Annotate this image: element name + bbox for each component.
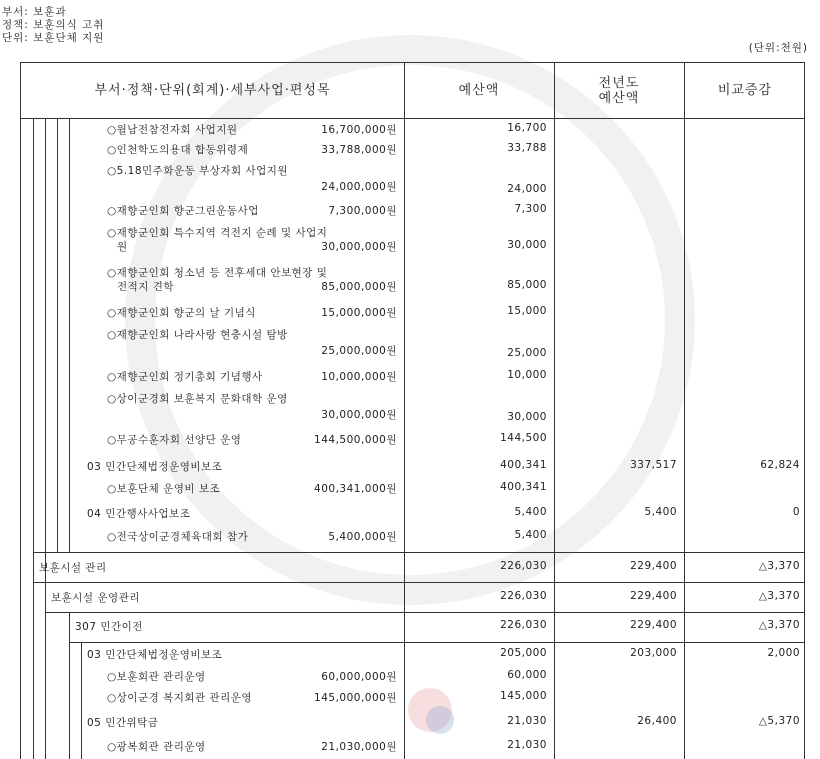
row-amount: 30,000,000원 <box>321 409 397 421</box>
row-budget: 30,000 <box>507 411 547 423</box>
table-row <box>21 142 806 162</box>
row-label: ○무공수훈자회 선양단 운영 <box>107 434 242 446</box>
row-amount: 60,000,000원 <box>321 671 397 683</box>
row-diff: △3,370 <box>758 590 800 602</box>
table-row <box>21 690 806 710</box>
row-amount: 400,341,000원 <box>314 483 397 495</box>
row-separator <box>45 612 804 613</box>
unit-note: (단위:천원) <box>748 42 808 54</box>
row-budget: 400,341 <box>500 459 547 471</box>
table-row <box>21 619 806 639</box>
row-budget: 226,030 <box>500 560 547 572</box>
document-meta <box>2 6 104 45</box>
row-diff: 62,824 <box>760 459 800 471</box>
table-row <box>21 327 806 359</box>
row-diff: △3,370 <box>758 560 800 572</box>
row-amount: 30,000,000원 <box>321 241 397 253</box>
table-row <box>21 122 806 142</box>
row-label-cont: 원 <box>117 241 128 253</box>
table-row <box>21 715 806 735</box>
table-row <box>21 265 806 293</box>
row-label: ○광복회관 관리운영 <box>107 741 206 753</box>
row-diff: △3,370 <box>758 619 800 631</box>
row-budget: 5,400 <box>514 529 547 541</box>
row-label: 307 민간이전 <box>75 621 143 633</box>
header-prev-line1: 전년도 <box>598 75 640 91</box>
row-label: ○재향군인회 특수지역 격전지 순례 및 사업지 <box>107 227 328 239</box>
row-label: ○상이군경회 보훈복지 문화대학 운영 <box>107 393 288 405</box>
policy-line: 정책: 보훈의식 고취 <box>2 19 105 31</box>
row-amount: 145,000,000원 <box>314 692 397 704</box>
row-budget: 85,000 <box>507 279 547 291</box>
row-label: ○재향군인회 나라사랑 현충시설 탐방 <box>107 329 288 341</box>
table-row <box>21 391 806 423</box>
row-budget: 7,300 <box>514 203 547 215</box>
row-amount: 7,300,000원 <box>328 205 397 217</box>
row-amount: 21,030,000원 <box>321 741 397 753</box>
row-budget: 21,030 <box>507 715 547 727</box>
budget-table <box>20 62 805 759</box>
row-amount: 33,788,000원 <box>321 144 397 156</box>
table-row <box>21 432 806 452</box>
row-prev-budget: 229,400 <box>630 560 677 572</box>
row-diff: 2,000 <box>767 647 800 659</box>
row-prev-budget: 5,400 <box>644 506 677 518</box>
row-budget: 33,788 <box>507 142 547 154</box>
dept-line: 부서: 보훈과 <box>2 6 67 18</box>
table-row <box>21 369 806 389</box>
row-label: ○5.18민주화운동 부상자회 사업지원 <box>107 165 289 177</box>
row-budget: 60,000 <box>507 669 547 681</box>
table-row <box>21 669 806 689</box>
row-budget: 5,400 <box>514 506 547 518</box>
row-budget: 21,030 <box>507 739 547 751</box>
row-label: ○보훈회관 관리운영 <box>107 671 206 683</box>
row-label: ○보훈단체 운영비 보조 <box>107 483 221 495</box>
row-budget: 25,000 <box>507 347 547 359</box>
table-row <box>21 225 806 253</box>
table-row <box>21 739 806 759</box>
row-amount: 5,400,000원 <box>328 531 397 543</box>
row-label: 05 민간위탁금 <box>87 717 159 729</box>
table-row <box>21 481 806 501</box>
row-budget: 144,500 <box>500 432 547 444</box>
row-label: ○재향군인회 청소년 등 전후세대 안보현장 및 <box>107 267 328 279</box>
row-prev-budget: 203,000 <box>630 647 677 659</box>
table-row <box>21 506 806 526</box>
row-diff: △5,370 <box>758 715 800 727</box>
table-row <box>21 163 806 195</box>
row-budget: 15,000 <box>507 305 547 317</box>
unit-line: 단위: 보훈단체 지원 <box>2 32 105 44</box>
row-budget: 30,000 <box>507 239 547 251</box>
row-prev-budget: 229,400 <box>630 619 677 631</box>
table-row <box>21 560 806 580</box>
row-budget: 205,000 <box>500 647 547 659</box>
row-prev-budget: 337,517 <box>630 459 677 471</box>
table-row <box>21 529 806 549</box>
table-row <box>21 459 806 479</box>
row-amount: 16,700,000원 <box>321 124 397 136</box>
row-budget: 226,030 <box>500 619 547 631</box>
row-label-cont: 전적지 견학 <box>117 281 175 293</box>
row-amount: 15,000,000원 <box>321 307 397 319</box>
row-amount: 24,000,000원 <box>321 181 397 193</box>
row-label: 04 민간행사사업보조 <box>87 508 191 520</box>
header-prev-line2: 예산액 <box>598 90 640 106</box>
row-prev-budget: 229,400 <box>630 590 677 602</box>
row-label: 03 민간단체법정운영비보조 <box>87 461 223 473</box>
header-diff: 비교증감 <box>717 83 773 98</box>
row-label: ○인천학도의용대 합동위령제 <box>107 144 249 156</box>
row-label: 보훈시설 관리 <box>39 562 107 574</box>
table-row <box>21 203 806 223</box>
row-label: ○상이군경 복지회관 관리운영 <box>107 692 253 704</box>
row-separator <box>33 582 804 583</box>
header-category: 부서·정책·단위(회계)·세부사업·편성목 <box>94 83 331 98</box>
row-label: ○재향군인회 향군의 날 기념식 <box>107 307 256 319</box>
row-budget: 400,341 <box>500 481 547 493</box>
row-label: ○재향군인회 향군그린운동사업 <box>107 205 259 217</box>
row-separator <box>69 642 804 643</box>
row-amount: 144,500,000원 <box>314 434 397 446</box>
row-budget: 226,030 <box>500 590 547 602</box>
row-amount: 10,000,000원 <box>321 371 397 383</box>
row-amount: 85,000,000원 <box>321 281 397 293</box>
table-row <box>21 305 806 325</box>
row-budget: 24,000 <box>507 183 547 195</box>
row-label: 03 민간단체법정운영비보조 <box>87 649 223 661</box>
table-row <box>21 590 806 610</box>
row-amount: 25,000,000원 <box>321 345 397 357</box>
row-diff: 0 <box>792 506 800 518</box>
row-separator <box>33 552 804 553</box>
row-label: ○재향군인회 정기총회 기념행사 <box>107 371 263 383</box>
row-budget: 16,700 <box>507 122 547 134</box>
header-prev-budget <box>554 63 684 118</box>
row-label: ○전국상이군경체육대회 참가 <box>107 531 249 543</box>
table-header <box>21 63 804 119</box>
row-label: ○월남전참전자회 사업지원 <box>107 124 238 136</box>
header-budget: 예산액 <box>458 83 500 98</box>
row-budget: 145,000 <box>500 690 547 702</box>
row-label: 보훈시설 운영관리 <box>51 592 140 604</box>
table-row <box>21 647 806 667</box>
row-prev-budget: 26,400 <box>637 715 677 727</box>
row-budget: 10,000 <box>507 369 547 381</box>
